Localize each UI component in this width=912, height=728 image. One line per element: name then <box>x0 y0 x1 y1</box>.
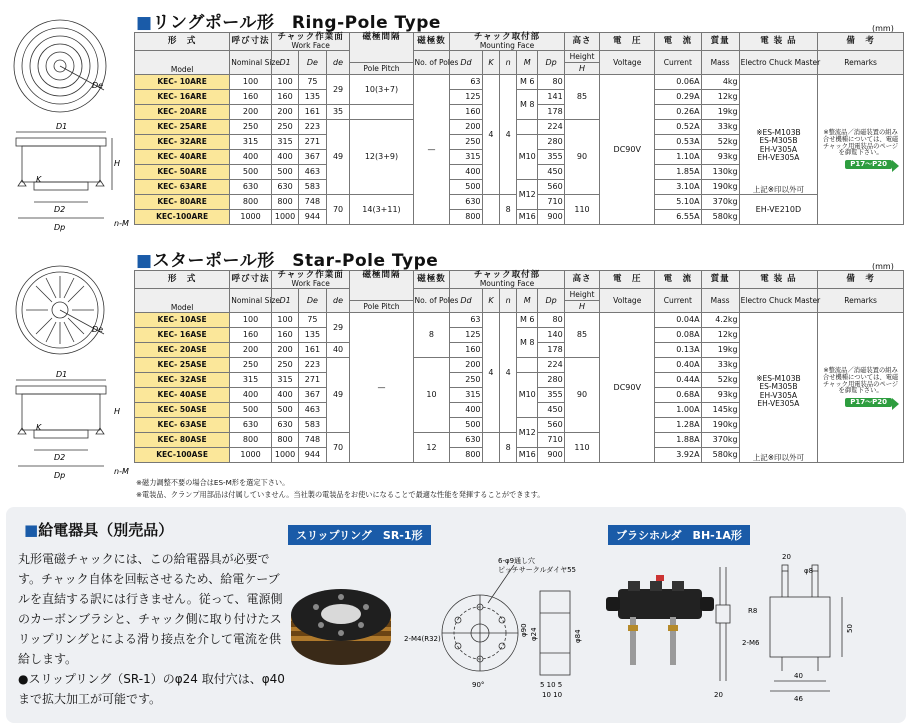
brush-h50-label: 50 <box>846 624 854 633</box>
note-1: ※磁力調整不要の場合はES-M形を選定下さい。 <box>136 478 290 487</box>
table-row: KEC- 40ASE 400 400 367 315 355 0.68A 93kg <box>135 388 904 403</box>
table-row: KEC- 20ARE 200 200 161 35 160 178 0.26A 19kg <box>135 105 904 120</box>
slip-d24-label: φ24 <box>530 627 538 641</box>
star-chuck-diagram <box>4 258 132 488</box>
table-row: KEC- 80ARE 800 800 748 70 14(3+11) 630 8 710 110 5.10A 370kg EH-VE210D <box>135 195 904 210</box>
hdr-mass: 質量 <box>710 36 730 47</box>
table-row: KEC- 63ARE 630 630 583 500 M12 560 3.10A 190kg <box>135 180 904 195</box>
table-row: KEC- 16ARE 160 160 135 125 M 8 141 0.29A 12kg <box>135 90 904 105</box>
brush-holder-drawing <box>712 551 902 721</box>
star-section-title: ■スターポール形 Star-Pole Type <box>136 251 439 271</box>
hdr-mount: チャック取付部 <box>473 32 541 42</box>
star-label-d2: D2 <box>54 453 66 462</box>
brush-w20b-label: 20 <box>714 691 723 699</box>
brush-d8-label: φ8 <box>804 567 814 575</box>
hdr-height: 高さ <box>572 36 592 47</box>
hdr-size: 呼び寸法 <box>231 36 270 47</box>
page-ref-badge[interactable]: P17～P20 <box>845 160 892 169</box>
table-row: KEC- 32ARE 315 315 271 250 M10 280 0.53A 52kg <box>135 135 904 150</box>
ring-section-title: ■リングポール形 Ring-Pole Type <box>136 13 441 33</box>
star-spec-table: 形 式 呼び寸法 チャック作業面 Work Face 磁極間隔 磁極数 チャック取付部 Mounting Face 高さ 電 圧 電 流 質量 電 装 品 備 考 Model Nominal Size D1 De de No. of Poles Dd K n M Dp Height Voltage Current Mass Electro Chuck Master Remarks Pole Pitch H KEC- 10ASE 100 100 75 29 — 8 63 4 4 M 6 80 85 DC90V 0.04A 4.2kg ※ES-M103B ES-M305B EH-V305A EH-VE305A 上記※印以外可 ※整流品／消磁装置の組み合せ機種については、電磁チャック用電装品のページを御覧下さい。 P17～P20 KEC- 16ASE 160 160 135 125 M 8 140 0.08A 12kg KEC- 20ASE 200 200 161 40 160 178 0.13A 19kg KEC- 25ASE 250 250 223 49 10 200 224 90 0.40A 33kg KEC- 32ASE 315 315 271 250 M10 280 0.44A 52kg KEC- 40ASE 400 400 367 315 355 0.68A 93kg KEC- 50ASE 500 500 463 400 450 1.00A 145kg KEC- 63ASE 630 630 583 500 M12 560 1.28A 190kg KEC- 80ASE 800 800 748 70 12 630 8 710 110 1.88A 370kg KEC-100ASE 1000 1000 944 800 M16 900 3.92A 580kg <box>134 270 904 463</box>
table-row: KEC-100ASE 1000 1000 944 800 M16 900 3.92A 580kg <box>135 448 904 463</box>
brush-w46-label: 46 <box>794 695 803 703</box>
table-row: KEC- 10ARE 100 100 75 29 10(3+7) — 63 4 4 M 6 80 85 DC90V 0.06A 4kg ※ES-M103B ES-M305B EH-V305A EH-VE305A 上記※印以外可 ※整流品／消磁装置の組み合せ機種については、電磁チャック用電装品のページを御覧下さい。 P17～P20 <box>135 75 904 90</box>
brush-holder-label: ブラシホルダ BH-1A形 <box>608 525 750 545</box>
slip-pcd-label: ピッチサークルダイヤ55 <box>498 566 576 574</box>
table-row: KEC- 32ASE 315 315 271 250 M10 280 0.44A 52kg <box>135 373 904 388</box>
slip-w2-label: 10 10 <box>542 691 563 699</box>
ring-label-d1: D1 <box>56 122 68 131</box>
table-row: KEC- 63ASE 630 630 583 500 M12 560 1.28A 190kg <box>135 418 904 433</box>
ring-label-dp: Dp <box>54 223 66 232</box>
power-supply-panel <box>6 507 906 723</box>
table-row: KEC- 40ARE 400 400 367 315 355 1.10A 93kg <box>135 150 904 165</box>
hdr-voltage: 電 圧 <box>612 36 642 47</box>
star-label-k: K <box>36 423 42 432</box>
table-row: KEC- 50ASE 500 500 463 400 450 1.00A 145kg <box>135 403 904 418</box>
star-label-d1: D1 <box>56 370 68 379</box>
star-label-nm: n-M <box>114 467 129 476</box>
brush-r8-label: R8 <box>748 607 758 615</box>
power-bullet: ●スリップリング（SR-1）のφ24 取付穴は、φ40 まで拡大加工が可能です。 <box>18 672 285 706</box>
note-2: ※電装品、クランプ用部品は付属していません。当社製の電装品をお使いになることで最適な性能を発揮することができます。 <box>136 490 545 499</box>
ring-label-k: K <box>36 175 42 184</box>
brush-w40-label: 40 <box>794 672 803 680</box>
slip-m4-label: 2-M4(R32) <box>404 635 441 643</box>
star-label-h: H <box>114 407 121 416</box>
slip-ring-photo <box>286 569 396 681</box>
hdr-remarks: 備 考 <box>846 36 875 47</box>
table-row: KEC- 25ASE 250 250 223 49 10 200 224 90 0.40A 33kg <box>135 358 904 373</box>
star-label-de: De <box>92 325 104 334</box>
power-description: 丸形電磁チャックには、この給電器具が必要です。チャック自体を回転させるため、給電ケーブルを直結する訳には行きません。従って、電源側のカーボンブラシと、チャック側に取り付けたスリップリングとによる滑り接点を介して電流を供給します。 ●スリップリング（SR-1）のφ24 取付穴は、φ40 まで拡大加工が可能です。 <box>18 549 288 709</box>
page-ref-badge-star[interactable]: P17～P20 <box>845 398 892 407</box>
hdr-poles: 磁極数 <box>417 36 446 47</box>
table-row: KEC- 80ASE 800 800 748 70 12 630 8 710 110 1.88A 370kg <box>135 433 904 448</box>
slip-ring-label: スリップリング SR-1形 <box>288 525 431 545</box>
ring-label-nm: n-M <box>114 219 129 228</box>
table-row: KEC- 50ARE 500 500 463 400 450 1.85A 130kg <box>135 165 904 180</box>
brush-m6-label: 2-M6 <box>742 639 760 647</box>
ring-unit-label: (mm) <box>872 24 894 33</box>
slip-w1-label: 5 10 5 <box>540 681 563 689</box>
ring-spec-table: 形 式 呼び寸法 チャック作業面 Work Face 磁極間隔 磁極数 チャック取付部 Mounting Face 高さ 電 圧 電 流 質量 電 装 品 備 考 Model Nominal Size D1 De de No. of Poles Dd K n M Dp Height Voltage Current Mass Electro Chuck Master Remarks Pole Pitch H KEC- 10ARE 100 100 75 29 10(3+7) — 63 4 4 M 6 80 85 DC90V 0.06A 4kg ※ES-M103B ES-M305B EH-V305A EH-VE305A 上記※印以外可 ※整流品／消磁装置の組み合せ機種については、電磁チャック用電装品のページを御覧下さい。 P17～P20 KEC- 16ARE 160 160 135 125 M 8 141 0.29A 12kg KEC- 20ARE 200 200 161 35 160 178 0.26A 19kg KEC- 25ARE 250 250 223 49 12(3+9) 200 224 90 0.52A 33kg KEC- 32ARE 315 315 271 250 M10 280 0.53A 52kg KEC- 40ARE 400 400 367 315 355 1.10A 93kg KEC- 50ARE 500 500 463 400 450 1.85A 130kg KEC- 63ARE 630 630 583 500 M12 560 3.10A 190kg KEC- 80ARE 800 800 748 70 14(3+11) 630 8 710 110 5.10A 370kg EH-VE210D KEC-100ARE 1000 1000 944 800 M16 900 6.55A 580kg <box>134 32 904 225</box>
ring-label-de: De <box>92 81 104 90</box>
table-row: KEC- 10ASE 100 100 75 29 — 8 63 4 4 M 6 80 85 DC90V 0.04A 4.2kg ※ES-M103B ES-M305B EH-V305A EH-VE305A 上記※印以外可 ※整流品／消磁装置の組み合せ機種については、電磁チャック用電装品のページを御覧下さい。 P17～P20 <box>135 313 904 328</box>
star-label-dp: Dp <box>54 471 66 480</box>
slip-ring-drawing <box>402 557 592 717</box>
ring-chuck-diagram <box>4 14 132 240</box>
ring-label-d2: D2 <box>54 205 66 214</box>
hdr-work: チャック作業面 <box>277 32 344 42</box>
ring-label-h: H <box>114 159 121 168</box>
table-row: KEC-100ARE 1000 1000 944 800 M16 900 6.55A 580kg <box>135 210 904 225</box>
hdr-current: 電 流 <box>663 36 693 47</box>
slip-d90-label: φ90 <box>520 623 528 637</box>
hdr-ctrl: 電 装 品 <box>760 36 797 47</box>
brush-holder-photo <box>600 567 720 677</box>
table-row: KEC- 16ASE 160 160 135 125 M 8 140 0.08A 12kg <box>135 328 904 343</box>
hdr-pitch: 磁極間隔 <box>362 32 401 42</box>
power-title: ■給電器具（別売品） <box>24 521 174 539</box>
slip-d84-label: φ84 <box>574 629 582 643</box>
slip-deg-label: 90° <box>472 681 485 689</box>
slip-holes-label: 6-φ9通し穴 <box>498 557 536 565</box>
star-unit-label: (mm) <box>872 262 894 271</box>
hdr-model: 形 式 <box>167 36 197 47</box>
brush-w20-label: 20 <box>782 553 791 561</box>
table-row: KEC- 25ARE 250 250 223 49 12(3+9) 200 224 90 0.52A 33kg <box>135 120 904 135</box>
table-row: KEC- 20ASE 200 200 161 40 160 178 0.13A 19kg <box>135 343 904 358</box>
